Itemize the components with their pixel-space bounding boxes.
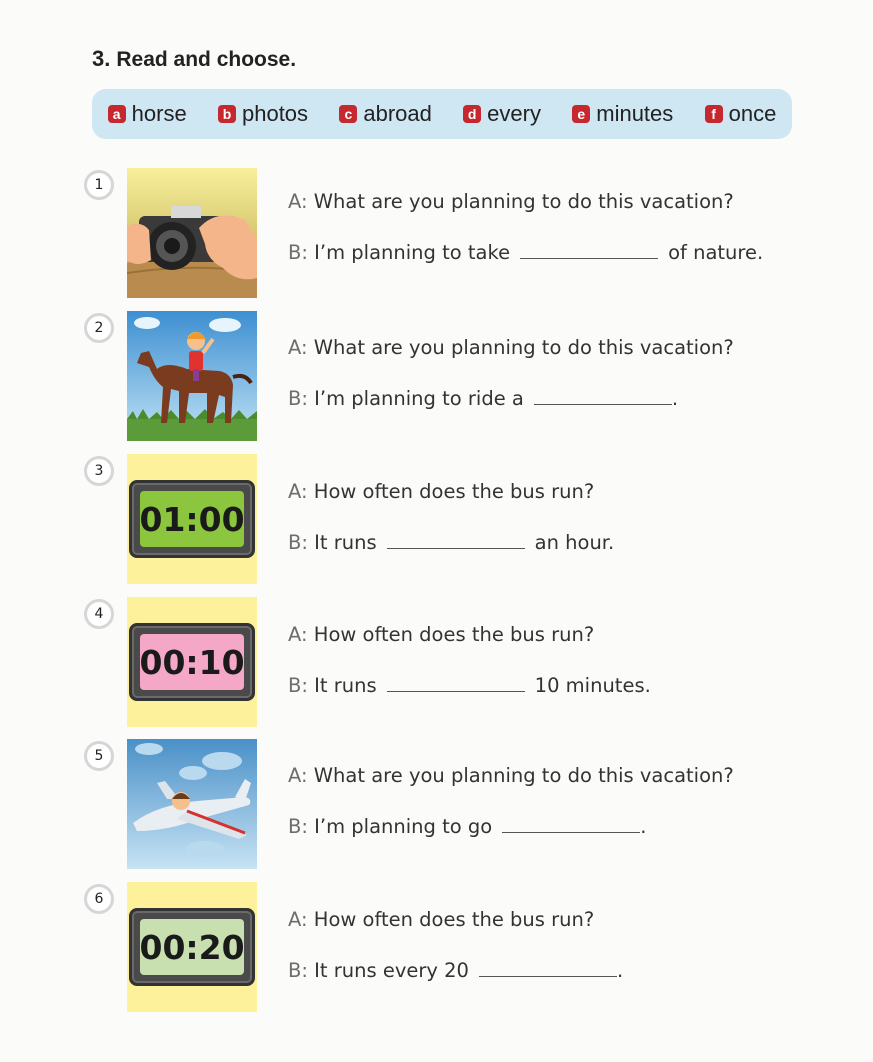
option-word: once (728, 101, 777, 126)
word-bank-item[interactable] (572, 101, 673, 127)
dialogue-line-b (288, 241, 763, 264)
item-number: 1 (84, 170, 114, 200)
speaker-label: B: (288, 815, 308, 838)
answer-text-before: It runs every 20 (314, 959, 469, 982)
question-text: How often does the bus run? (313, 623, 595, 646)
answer-text-before: I’m planning to ride a (314, 387, 524, 410)
dialogue-line-b (288, 531, 614, 554)
option-letter-badge: c (339, 105, 357, 123)
word-bank-item[interactable] (218, 101, 308, 127)
speaker-label: B: (288, 674, 308, 697)
speaker-label: A: (288, 623, 308, 646)
answer-blank[interactable] (387, 547, 525, 549)
dialogue-line-b (288, 815, 646, 838)
digital-clock-image (127, 882, 257, 1012)
word-bank (92, 89, 792, 139)
exercise-number: 3. (92, 46, 111, 71)
word-bank-item[interactable] (705, 101, 777, 127)
dialogue-line-b (288, 387, 678, 410)
speaker-label: B: (288, 531, 308, 554)
answer-blank[interactable] (387, 690, 525, 692)
answer-text-before: I’m planning to take (314, 241, 511, 264)
camera-hands-image (127, 168, 257, 298)
answer-blank[interactable] (479, 975, 617, 977)
option-letter-badge: a (108, 105, 126, 123)
option-letter-badge: f (705, 105, 723, 123)
answer-text-before: It runs (314, 531, 377, 554)
option-word: minutes (596, 101, 674, 126)
clock-display: 00:20 (140, 919, 244, 975)
dialogue-line-b (288, 674, 651, 697)
answer-text-before: I’m planning to go (314, 815, 493, 838)
answer-text-before: It runs (314, 674, 377, 697)
speaker-label: A: (288, 190, 308, 213)
speaker-label: A: (288, 480, 308, 503)
dialogue-line-a (288, 480, 594, 503)
child-riding-horse-image (127, 311, 257, 441)
answer-blank[interactable] (502, 831, 640, 833)
option-word: horse (131, 101, 187, 126)
question-text: What are you planning to do this vacation? (313, 336, 734, 359)
exercise-instruction: Read and choose. (116, 48, 297, 71)
item-number: 3 (84, 456, 114, 486)
word-bank-item[interactable] (463, 101, 541, 127)
item-number: 4 (84, 599, 114, 629)
speaker-label: B: (288, 241, 308, 264)
child-on-airplane-image (127, 739, 257, 869)
digital-clock-image (127, 597, 257, 727)
clock-display: 00:10 (140, 634, 244, 690)
dialogue-line-b (288, 959, 623, 982)
dialogue-line-a (288, 764, 734, 787)
answer-text-after: . (616, 959, 624, 982)
dialogue-line-a (288, 190, 734, 213)
exercise-heading (92, 46, 296, 72)
option-letter-badge: b (218, 105, 236, 123)
option-letter-badge: d (463, 105, 481, 123)
dialogue-line-a (288, 623, 594, 646)
item-number: 5 (84, 741, 114, 771)
answer-text-after: an hour. (534, 531, 615, 554)
answer-text-after: . (671, 387, 679, 410)
question-text: How often does the bus run? (313, 480, 595, 503)
question-text: What are you planning to do this vacation? (313, 764, 734, 787)
option-letter-badge: e (572, 105, 590, 123)
word-bank-item[interactable] (108, 101, 187, 127)
option-word: every (487, 101, 541, 126)
speaker-label: A: (288, 908, 308, 931)
option-word: abroad (363, 101, 432, 126)
answer-blank[interactable] (520, 257, 658, 259)
answer-blank[interactable] (534, 403, 672, 405)
clock-frame (129, 908, 255, 986)
item-number: 6 (84, 884, 114, 914)
speaker-label: B: (288, 959, 308, 982)
question-text: What are you planning to do this vacation? (313, 190, 734, 213)
question-text: How often does the bus run? (313, 908, 595, 931)
answer-text-after: 10 minutes. (534, 674, 651, 697)
speaker-label: A: (288, 336, 308, 359)
answer-text-after: . (640, 815, 647, 838)
dialogue-line-a (288, 908, 594, 931)
item-number: 2 (84, 313, 114, 343)
speaker-label: A: (288, 764, 308, 787)
clock-frame (129, 480, 255, 558)
answer-text-after: of nature. (668, 241, 764, 264)
word-bank-item[interactable] (339, 101, 432, 127)
dialogue-line-a (288, 336, 734, 359)
option-word: photos (241, 101, 309, 126)
clock-frame (129, 623, 255, 701)
clock-display: 01:00 (140, 491, 244, 547)
speaker-label: B: (288, 387, 308, 410)
digital-clock-image (127, 454, 257, 584)
